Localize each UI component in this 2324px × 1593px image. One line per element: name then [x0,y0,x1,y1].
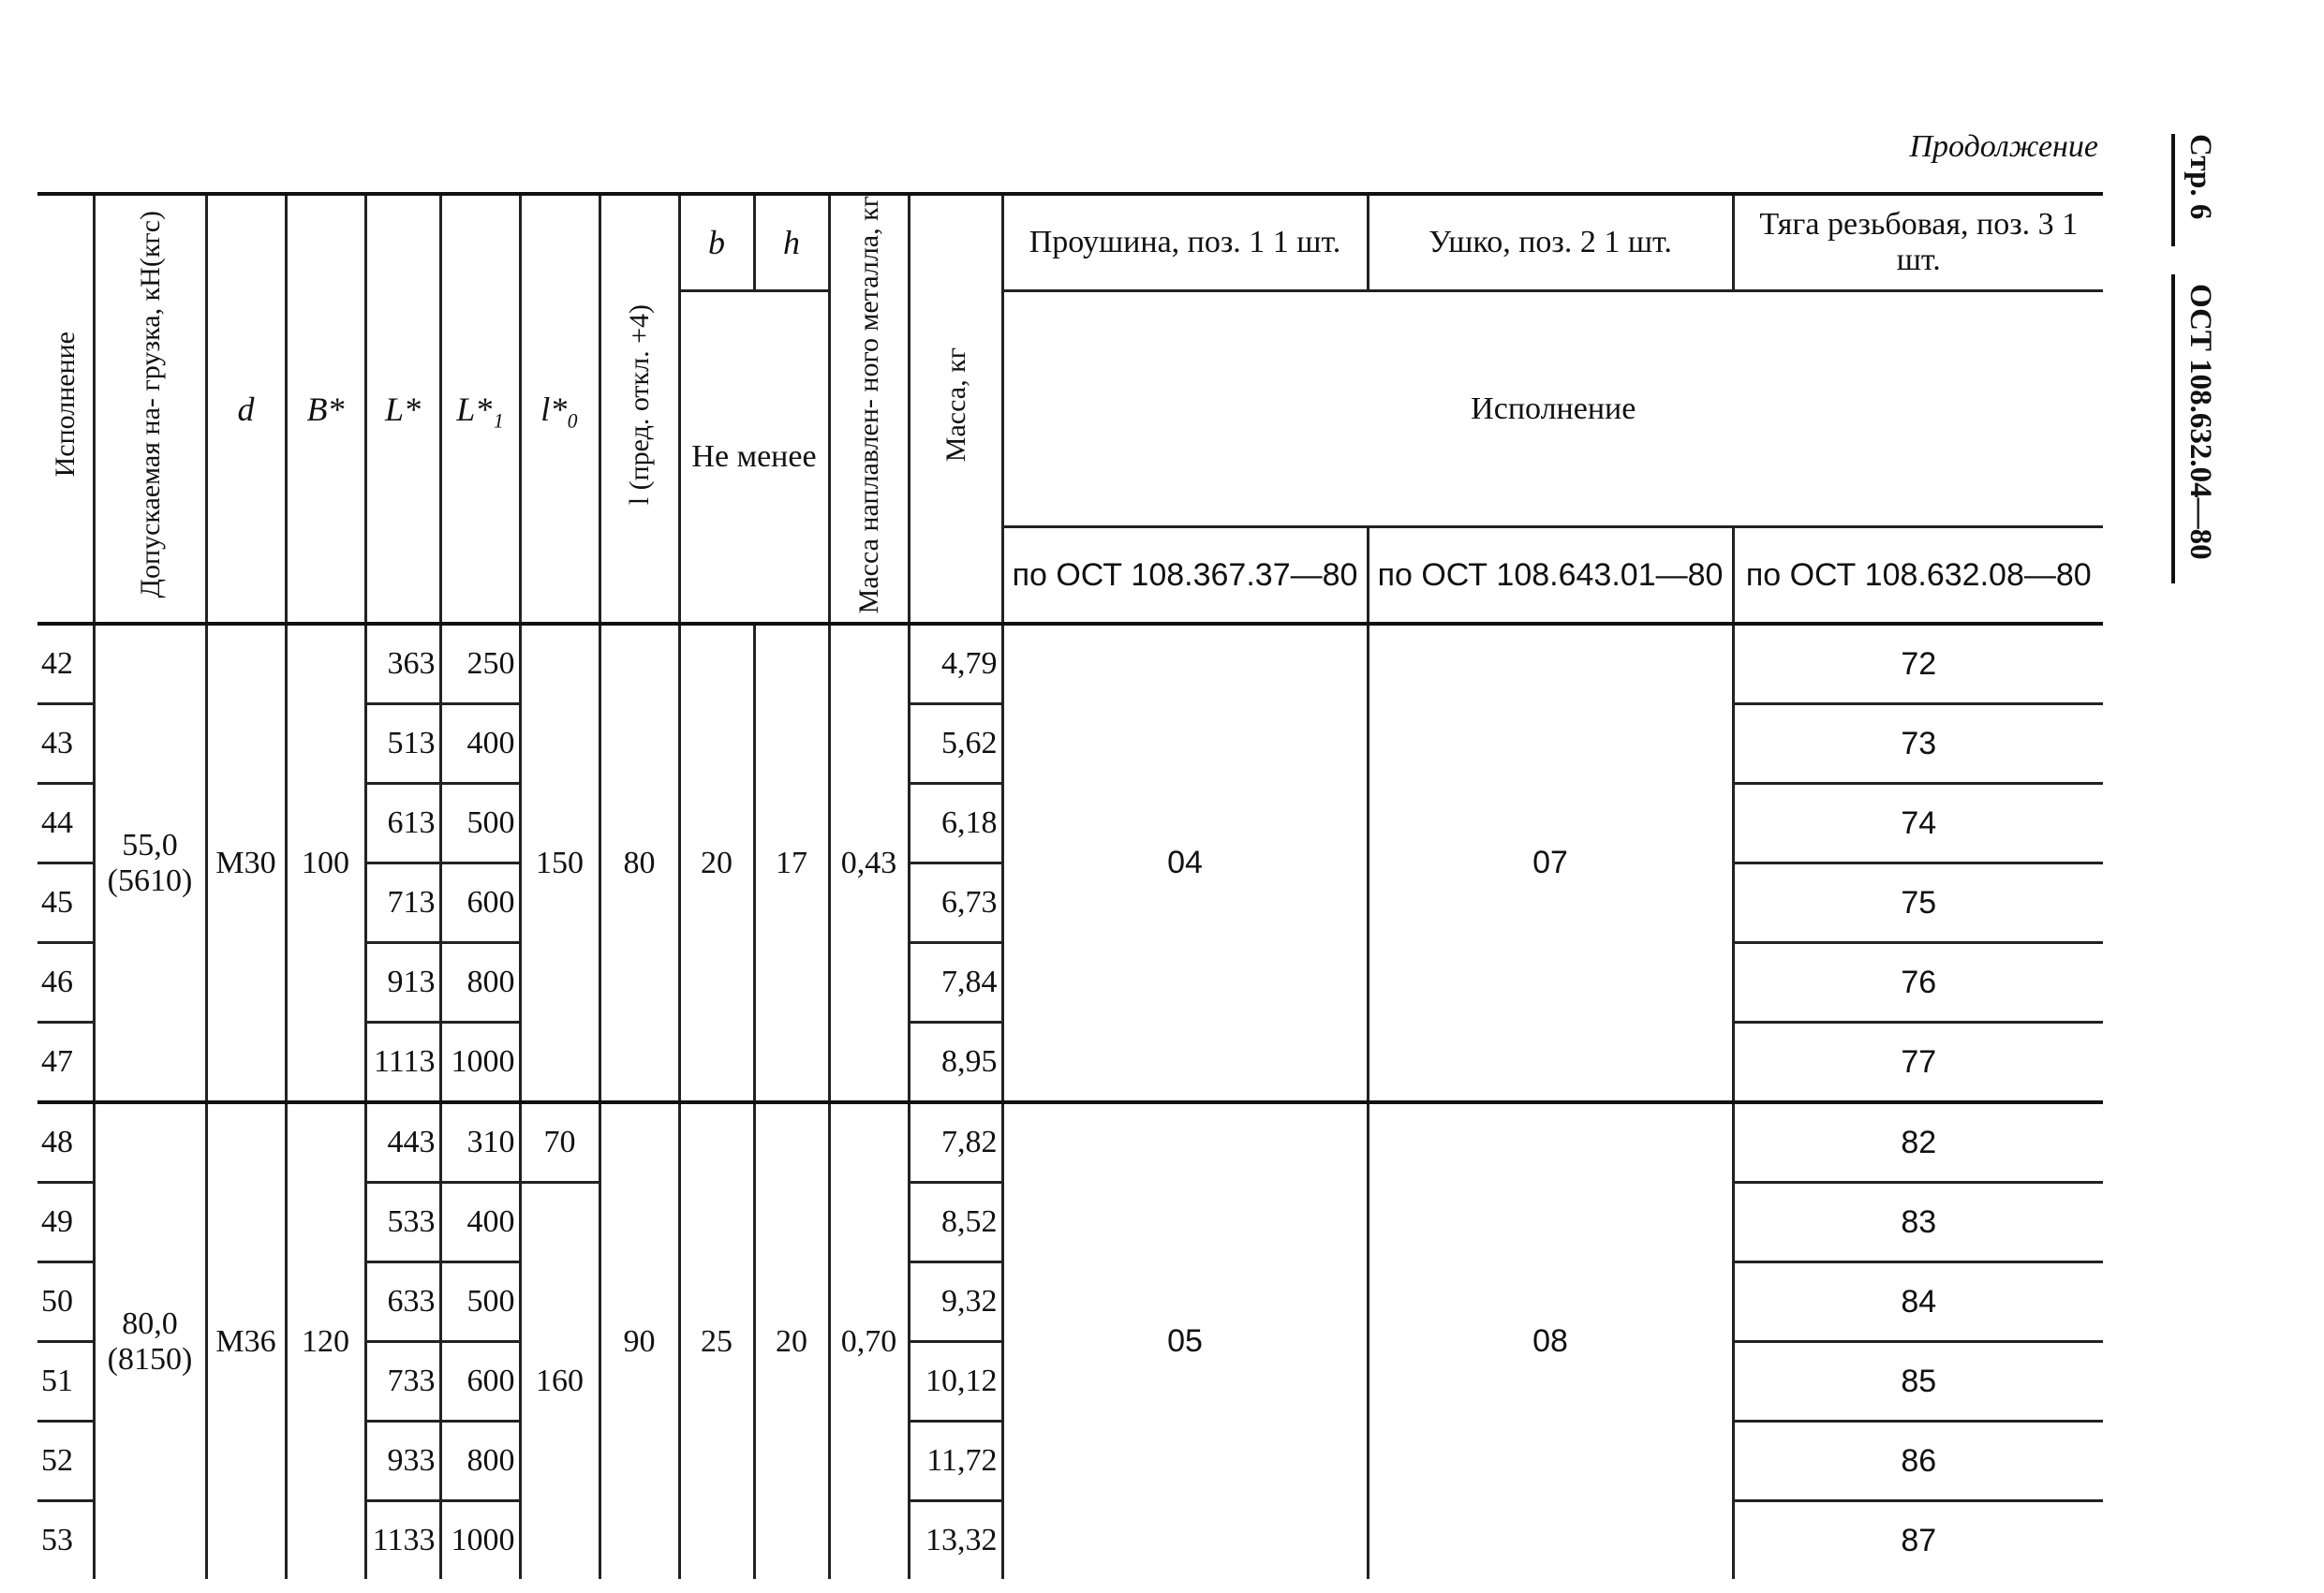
col-header-eye-std: по ОСТ 108.367.37—80 [1002,527,1368,625]
table-cell: 86 [1733,1422,2103,1501]
table-cell: 46 [37,943,94,1023]
table-row [37,1102,2103,1183]
table-cell: 74 [1733,784,2103,863]
cell-l0: 160 [520,1183,600,1580]
table-cell: 10,12 [909,1342,1002,1422]
cell-d: М30 [206,624,286,1102]
table-cell: 73 [1733,704,2103,784]
table-cell: 52 [37,1422,94,1501]
col-header-b: b [679,194,754,291]
table-cell: 400 [440,1183,520,1262]
col-header-rod-std: по ОСТ 108.632.08—80 [1733,527,2103,625]
cell-l0: 150 [520,624,600,1102]
col-header-mass [909,194,1002,624]
standard-number: ОСТ 108.632.04—80 [2183,284,2217,560]
col-header-min: Не менее [679,291,829,625]
table-cell: 600 [440,863,520,943]
cell-d: М36 [206,1102,286,1579]
table-cell: 800 [440,1422,520,1501]
table-cell: 87 [1733,1501,2103,1580]
continuation-label: Продолжение [1909,129,2098,164]
col-header-execution-group: Исполнение [1002,291,2103,527]
table-cell: 44 [37,784,94,863]
cell-eye: 04 [1002,624,1368,1102]
table-cell: 733 [365,1342,440,1422]
table-cell: 47 [37,1023,94,1103]
cell-weld-mass: 0,43 [829,624,909,1102]
cell-load: 55,0 (5610) [94,624,206,1102]
col-header-rod: Тяга резьбовая, поз. 3 1 шт. [1733,194,2103,291]
col-header-lug: Ушко, поз. 2 1 шт. [1368,194,1733,291]
table-cell: 713 [365,863,440,943]
page-number: Стр. 6 [2183,134,2217,220]
col-header-weld-mass [829,194,909,624]
table-cell: 500 [440,784,520,863]
col-header-l-tolerance [600,194,679,624]
table-cell: 75 [1733,863,2103,943]
spec-table [37,192,2103,1579]
cell-load: 80,0 (8150) [94,1102,206,1579]
table-cell: 1000 [440,1023,520,1103]
cell-eye: 05 [1002,1102,1368,1579]
cell-lug: 08 [1368,1102,1733,1579]
table-cell: 9,32 [909,1262,1002,1342]
table-cell: 50 [37,1262,94,1342]
table-cell: 500 [440,1262,520,1342]
column-header-text: Масса, кг [940,347,971,463]
table-cell: 49 [37,1183,94,1262]
side-label [2183,134,2220,621]
table-cell: 1000 [440,1501,520,1580]
col-header-l0-star: l*₀ [520,194,600,624]
cell-b-min: 25 [679,1102,754,1579]
cell-weld-mass: 0,70 [829,1102,909,1579]
table-cell: 7,82 [909,1102,1002,1183]
table-cell: 7,84 [909,943,1002,1023]
table-cell: 84 [1733,1262,2103,1342]
table-cell: 933 [365,1422,440,1501]
table-cell: 11,72 [909,1422,1002,1501]
table-cell: 1133 [365,1501,440,1580]
side-rule [2171,274,2175,583]
table-cell: 400 [440,704,520,784]
table-cell: 42 [37,624,94,704]
cell-h-min: 17 [754,624,829,1102]
table-cell: 8,52 [909,1183,1002,1262]
table-cell: 85 [1733,1342,2103,1422]
cell-l: 80 [600,624,679,1102]
column-header-text: Допускаемая на- грузка, кН(кгс) [134,211,166,598]
table-cell: 1113 [365,1023,440,1103]
table-cell: 633 [365,1262,440,1342]
col-header-execution [37,194,94,624]
table-cell: 913 [365,943,440,1023]
table-cell: 13,32 [909,1501,1002,1580]
table-cell: 363 [365,624,440,704]
table-cell: 8,95 [909,1023,1002,1103]
table-cell: 513 [365,704,440,784]
cell-b: 120 [286,1102,365,1579]
col-header-eye: Проушина, поз. 1 1 шт. [1002,194,1368,291]
table-cell: 5,62 [909,704,1002,784]
column-header-text: l (пред. откл. +4) [624,304,655,506]
table-cell: 310 [440,1102,520,1183]
cell-b-min: 20 [679,624,754,1102]
table-cell: 533 [365,1183,440,1262]
table-cell: 76 [1733,943,2103,1023]
table-cell: 53 [37,1501,94,1580]
table-cell: 250 [440,624,520,704]
table-cell: 51 [37,1342,94,1422]
column-header-text: Исполнение [49,332,81,478]
col-header-d: d [206,194,286,624]
table-cell: 83 [1733,1183,2103,1262]
table-cell: 43 [37,704,94,784]
col-header-l-star: L* [365,194,440,624]
col-header-lug-std: по ОСТ 108.643.01—80 [1368,527,1733,625]
table-row [37,624,2103,704]
cell-lug: 07 [1368,624,1733,1102]
column-header-text: Масса наплавлен- ного металла, кг [853,196,884,614]
cell-b: 100 [286,624,365,1102]
table-cell: 6,73 [909,863,1002,943]
col-header-load [94,194,206,624]
cell-h-min: 20 [754,1102,829,1579]
col-header-h: h [754,194,829,291]
table-cell: 443 [365,1102,440,1183]
table-cell: 4,79 [909,624,1002,704]
table-cell: 613 [365,784,440,863]
table-cell: 800 [440,943,520,1023]
side-rule [2171,134,2175,246]
table-cell: 6,18 [909,784,1002,863]
table-cell: 45 [37,863,94,943]
table-cell: 72 [1733,624,2103,704]
col-header-l1-star: L*₁ [440,194,520,624]
table-cell: 82 [1733,1102,2103,1183]
cell-l0: 70 [520,1102,600,1183]
table-cell: 77 [1733,1023,2103,1103]
table-cell: 600 [440,1342,520,1422]
col-header-b-star: B* [286,194,365,624]
table-cell: 48 [37,1102,94,1183]
cell-l: 90 [600,1102,679,1579]
